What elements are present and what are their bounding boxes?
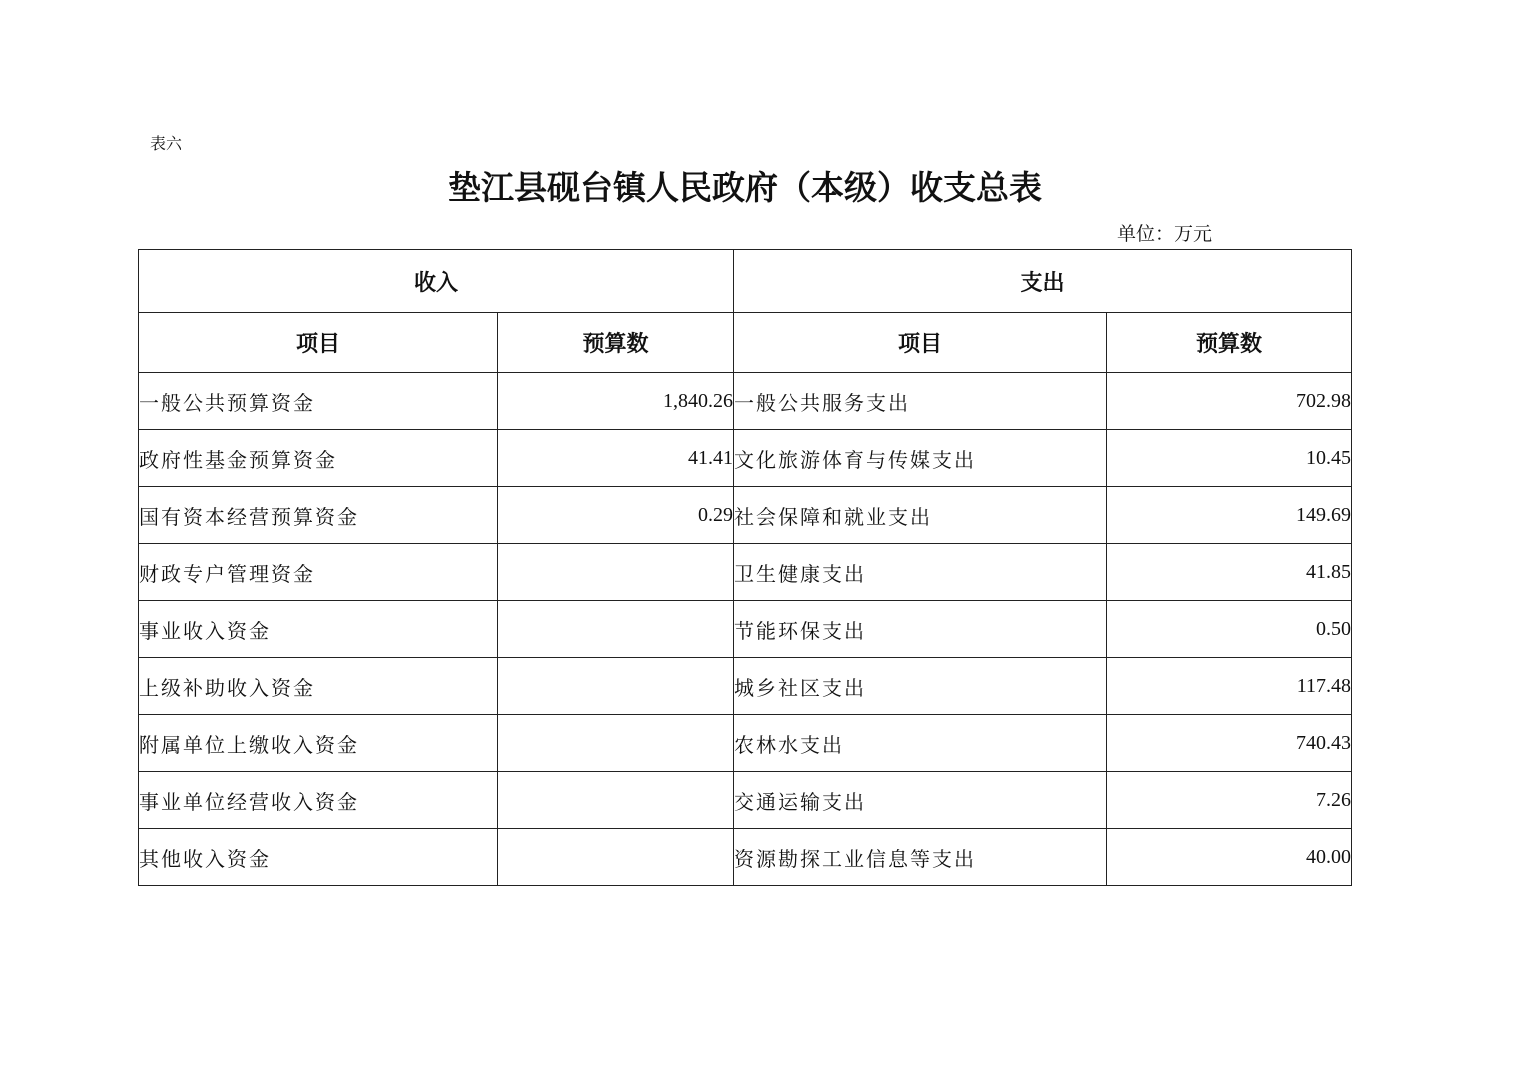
- income-amount-cell: [498, 544, 734, 601]
- income-item-cell: 上级补助收入资金: [139, 658, 498, 715]
- expense-item-cell: 社会保障和就业支出: [734, 487, 1107, 544]
- table-number: 表六: [150, 134, 183, 153]
- income-amount-cell: 0.29: [498, 487, 734, 544]
- table-row: [139, 544, 1352, 601]
- budget-summary-table: [138, 249, 1352, 886]
- expense-item-cell: 一般公共服务支出: [734, 373, 1107, 430]
- expense-amount-cell: 41.85: [1107, 544, 1352, 601]
- expense-item-cell: 文化旅游体育与传媒支出: [734, 430, 1107, 487]
- table-row: [139, 715, 1352, 772]
- group-header-row: [139, 250, 1352, 313]
- income-amount-header: 预算数: [498, 313, 734, 373]
- income-item-cell: 政府性基金预算资金: [139, 430, 498, 487]
- table-row: [139, 772, 1352, 829]
- income-amount-cell: [498, 658, 734, 715]
- table-row: [139, 601, 1352, 658]
- income-item-cell: 事业收入资金: [139, 601, 498, 658]
- income-item-header: 项目: [139, 313, 498, 373]
- income-item-cell: 其他收入资金: [139, 829, 498, 886]
- expense-amount-cell: 7.26: [1107, 772, 1352, 829]
- income-amount-cell: [498, 601, 734, 658]
- expense-amount-header: 预算数: [1107, 313, 1352, 373]
- income-item-cell: 国有资本经营预算资金: [139, 487, 498, 544]
- income-group-header: 收入: [139, 250, 734, 313]
- column-header-row: [139, 313, 1352, 373]
- expense-amount-cell: 0.50: [1107, 601, 1352, 658]
- expense-item-cell: 交通运输支出: [734, 772, 1107, 829]
- table-body: [139, 373, 1352, 886]
- table-row: [139, 829, 1352, 886]
- income-amount-cell: [498, 829, 734, 886]
- expense-item-cell: 农林水支出: [734, 715, 1107, 772]
- expense-amount-cell: 10.45: [1107, 430, 1352, 487]
- expense-item-header: 项目: [734, 313, 1107, 373]
- unit-label: 单位：万元: [1117, 223, 1213, 245]
- expense-item-cell: 资源勘探工业信息等支出: [734, 829, 1107, 886]
- expense-amount-cell: 40.00: [1107, 829, 1352, 886]
- income-item-cell: 财政专户管理资金: [139, 544, 498, 601]
- income-item-cell: 事业单位经营收入资金: [139, 772, 498, 829]
- income-amount-cell: 41.41: [498, 430, 734, 487]
- expense-amount-cell: 149.69: [1107, 487, 1352, 544]
- document-title: 垫江县砚台镇人民政府（本级）收支总表: [448, 168, 1042, 207]
- income-amount-cell: [498, 772, 734, 829]
- income-item-cell: 一般公共预算资金: [139, 373, 498, 430]
- expense-amount-cell: 740.43: [1107, 715, 1352, 772]
- expense-group-header: 支出: [734, 250, 1352, 313]
- income-item-cell: 附属单位上缴收入资金: [139, 715, 498, 772]
- income-amount-cell: [498, 715, 734, 772]
- table-row: [139, 487, 1352, 544]
- expense-item-cell: 城乡社区支出: [734, 658, 1107, 715]
- expense-amount-cell: 117.48: [1107, 658, 1352, 715]
- table-row: [139, 430, 1352, 487]
- income-amount-cell: 1,840.26: [498, 373, 734, 430]
- expense-item-cell: 卫生健康支出: [734, 544, 1107, 601]
- expense-item-cell: 节能环保支出: [734, 601, 1107, 658]
- expense-amount-cell: 702.98: [1107, 373, 1352, 430]
- table-row: [139, 373, 1352, 430]
- table-row: [139, 658, 1352, 715]
